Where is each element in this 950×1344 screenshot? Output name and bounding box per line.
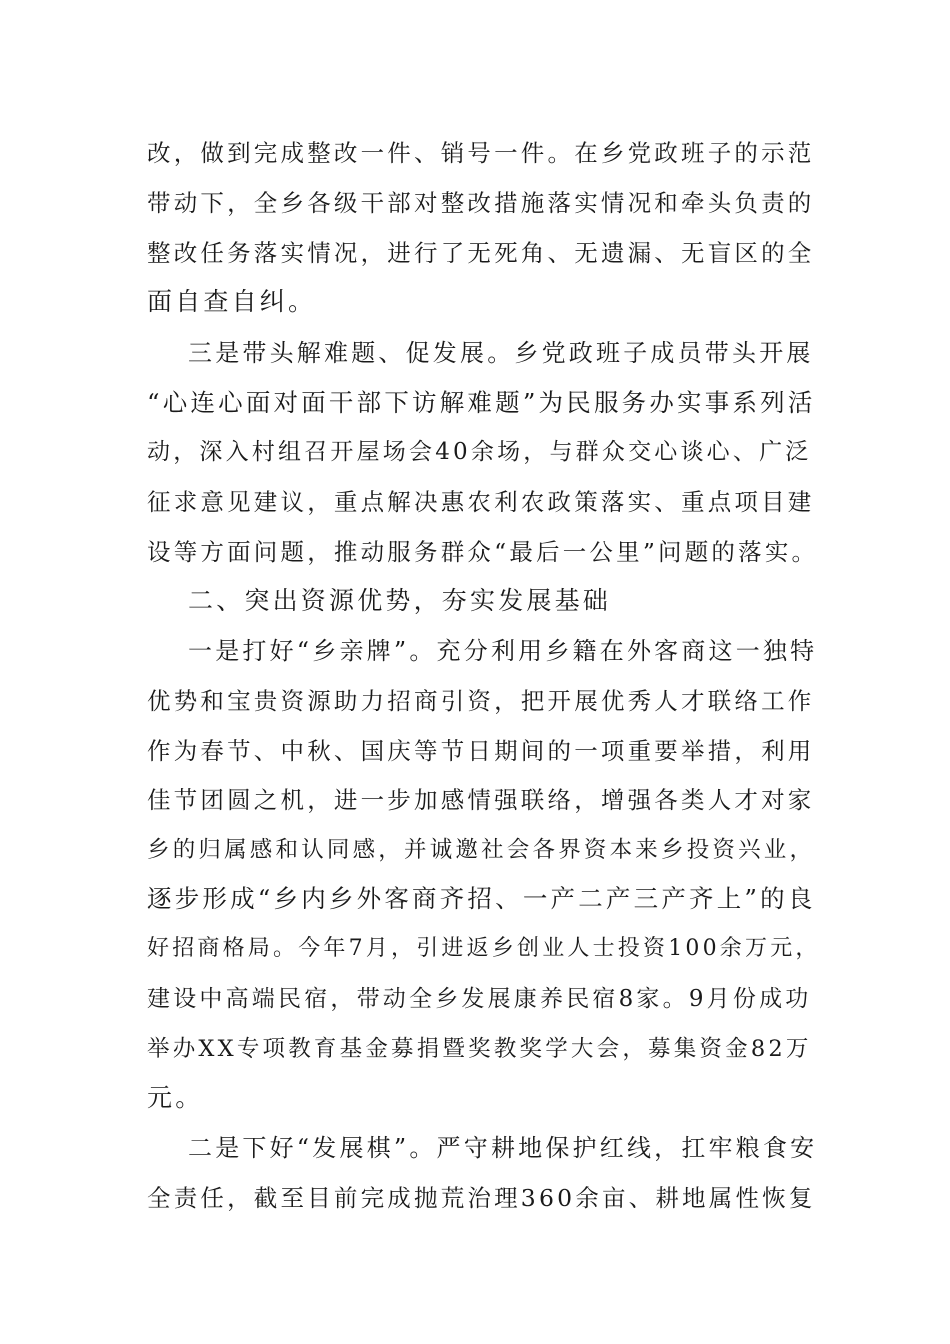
text-line: 全责任，截至目前完成抛荒治理360余亩、耕地属性恢复 (147, 1184, 816, 1212)
paragraph-first-line: 一是打好“乡亲牌”。充分利用乡籍在外客商这一独特 (188, 637, 818, 665)
text-line: 好招商格局。今年7月，引进返乡创业人士投资100余万元， (147, 936, 821, 961)
text-line: 举办XX专项教育基金募捐暨奖教奖学大会，募集资金82万 (147, 1036, 812, 1062)
text-line: 面自查自纠。 (147, 287, 317, 316)
text-line: 动，深入村组召开屋场会40余场，与群众交心谈心、广泛 (147, 439, 812, 465)
text-line: 带动下，全乡各级干部对整改措施落实情况和牵头负责的 (147, 189, 815, 217)
text-line: 整改任务落实情况，进行了无死角、无遗漏、无盲区的全 (147, 239, 815, 267)
text-line: 作为春节、中秋、国庆等节日期间的一项重要举措，利用 (147, 737, 815, 765)
text-line: 优势和宝贵资源助力招商引资，把开展优秀人才联络工作 (147, 687, 815, 715)
text-line: 设等方面问题，推动服务群众“最后一公里”问题的落实。 (147, 538, 819, 566)
paragraph-first-line: 二是下好“发展棋”。严守耕地保护红线，扛牢粮食安 (188, 1134, 818, 1162)
text-line: 征求意见建议，重点解决惠农利农政策落实、重点项目建 (147, 488, 815, 516)
text-line: 改，做到完成整改一件、销号一件。在乡党政班子的示范 (147, 139, 815, 167)
text-line: 逐步形成“乡内乡外客商齐招、一产二产三产齐上”的良 (147, 884, 816, 913)
text-line: 乡的归属感和认同感，并诚邀社会各界资本来乡投资兴业， (147, 837, 816, 863)
paragraph-first-line: 三是带头解难题、促发展。乡党政班子成员带头开展 (188, 339, 814, 367)
text-line: 佳节团圆之机，进一步加感情强联络，增强各类人才对家 (147, 786, 815, 814)
text-line: “心连心面对面干部下访解难题”为民服务办实事系列活 (147, 388, 816, 417)
text-line: 元。 (147, 1083, 204, 1112)
section-heading: 二、突出资源优势，夯实发展基础 (188, 586, 612, 615)
text-line: 建设中高端民宿，带动全乡发展康养民宿8家。9月份成功 (147, 986, 812, 1012)
